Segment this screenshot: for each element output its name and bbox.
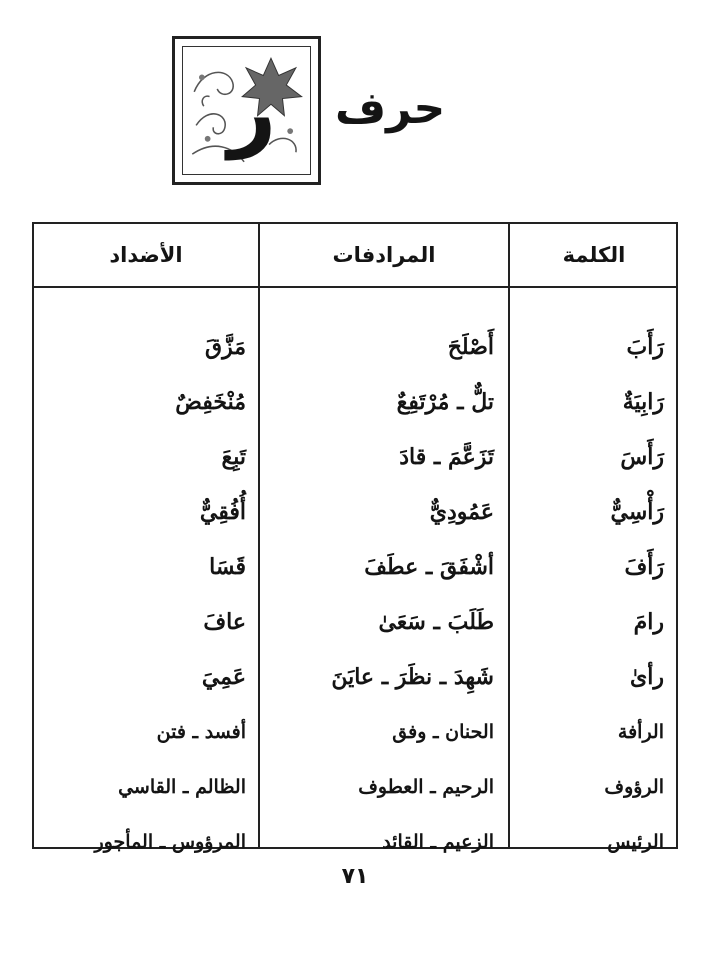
antonyms-cell: أفسد ـ فتن <box>156 721 246 743</box>
antonyms-cell: المرؤوس ـ المأجور <box>94 831 246 853</box>
synonyms-cell: تَزَعَّمَ ـ قادَ <box>399 444 494 470</box>
antonyms-cell: الظالم ـ القاسي <box>118 776 246 798</box>
synonyms-cell: شَهِدَ ـ نظَرَ ـ عايَنَ <box>331 664 494 690</box>
synonyms-cell: أَصْلَحَ <box>447 334 494 360</box>
synonyms-cell: أشْفَقَ ـ عطَفَ <box>364 554 494 580</box>
table-row <box>34 485 676 540</box>
section-title: حرف <box>335 83 446 134</box>
column-header-word: الكلمة <box>562 243 626 267</box>
table-row <box>34 595 676 650</box>
word-cell: الرئيس <box>607 831 664 853</box>
word-cell: رَأَسَ <box>620 444 664 470</box>
antonyms-cell: أُفُقِيٌّ <box>199 499 246 525</box>
table-body <box>34 320 676 870</box>
table-row <box>34 430 676 485</box>
antonyms-cell: مَزَّقَ <box>205 334 246 360</box>
table-row <box>34 760 676 815</box>
emblem-letter: ر <box>227 62 277 160</box>
synonyms-cell: الرحيم ـ العطوف <box>358 776 494 798</box>
word-cell: رَأْسِيٌّ <box>610 499 664 525</box>
word-cell: رأىٰ <box>630 664 664 690</box>
page-header <box>0 0 705 200</box>
page-number: ٧١ <box>341 864 369 889</box>
column-header-synonyms: المرادفات <box>332 243 436 267</box>
vocabulary-table <box>32 222 678 853</box>
table-row <box>34 320 676 375</box>
synonyms-cell: طَلَبَ ـ سَعَىٰ <box>378 609 494 635</box>
antonyms-cell: قَسَا <box>209 554 246 580</box>
word-cell: رَأَبَ <box>626 334 664 360</box>
column-header-antonyms: الأضداد <box>109 243 183 267</box>
table-row <box>34 650 676 705</box>
synonyms-cell: تلٌّ ـ مُرْتَفِعٌ <box>396 389 494 415</box>
table-row <box>34 540 676 595</box>
word-cell: الرأفة <box>617 721 664 743</box>
table-row <box>34 375 676 430</box>
synonyms-cell: عَمُودِيٌّ <box>429 499 494 525</box>
letter-emblem <box>172 36 321 185</box>
table-row <box>34 705 676 760</box>
antonyms-cell: عَمِيَ <box>201 664 246 690</box>
word-cell: رَأَفَ <box>624 554 664 580</box>
word-cell: رَابِيَةٌ <box>622 389 664 415</box>
antonyms-cell: مُنْخَفِضٌ <box>175 389 246 415</box>
synonyms-cell: الزعيم ـ القائد <box>382 831 494 853</box>
word-cell: رامَ <box>633 609 664 635</box>
header-divider <box>34 286 676 288</box>
word-cell: الرؤوف <box>604 776 664 798</box>
antonyms-cell: عافَ <box>203 609 246 635</box>
antonyms-cell: تَبِعَ <box>221 444 246 470</box>
synonyms-cell: الحنان ـ وفق <box>392 721 494 743</box>
